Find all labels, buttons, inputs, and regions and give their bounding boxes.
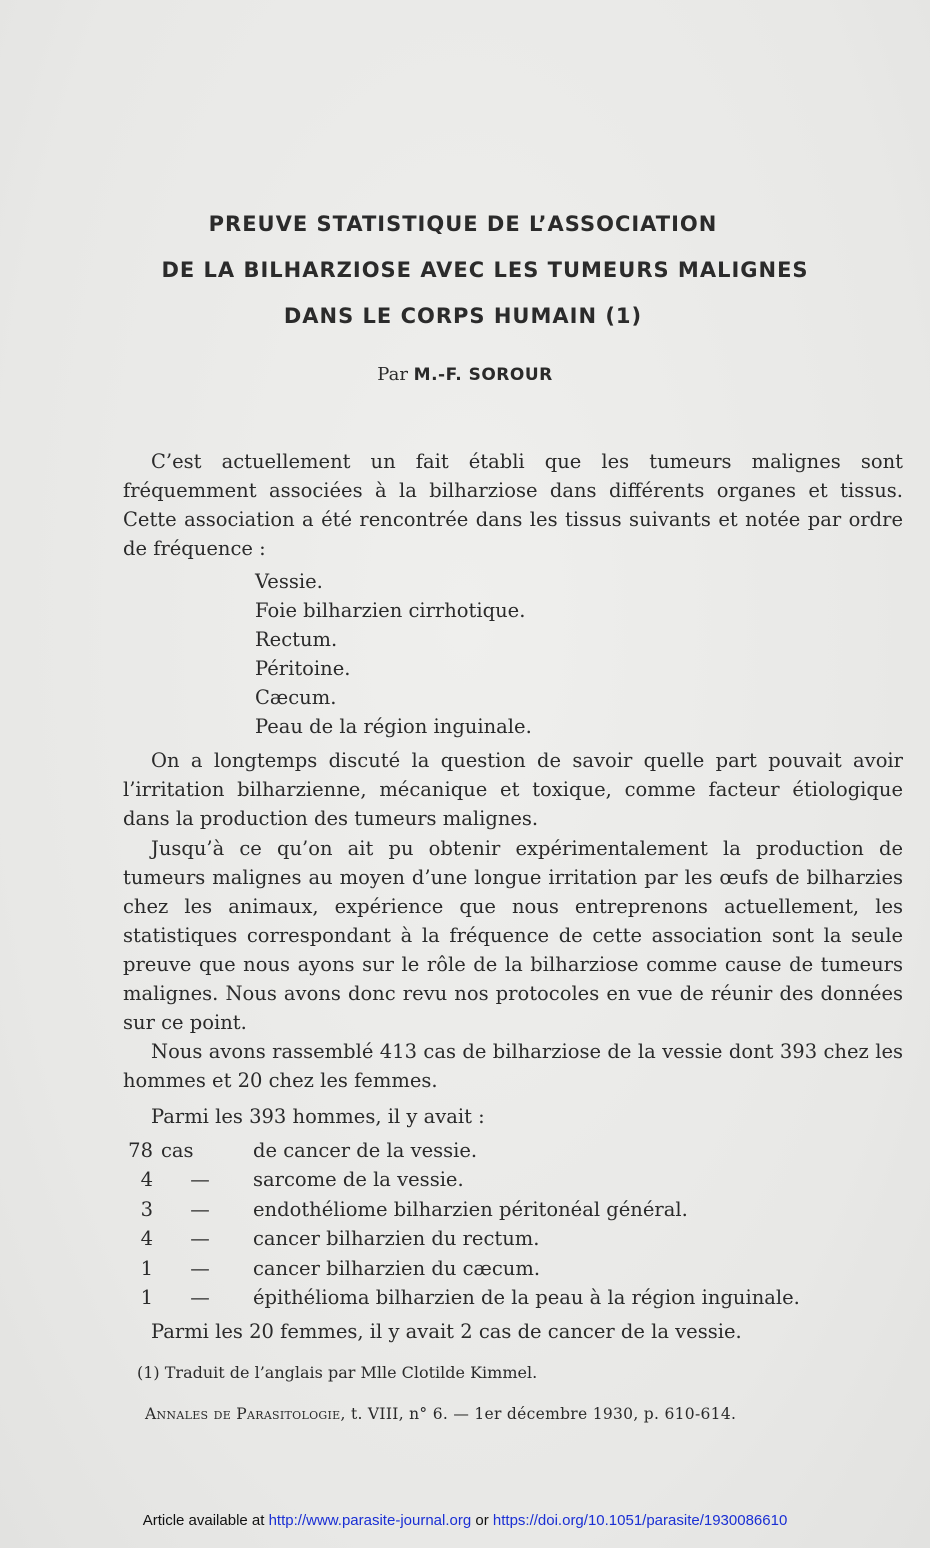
journal-citation	[145, 1405, 736, 1423]
paragraph-men-intro: Parmi les 393 hommes, il y avait :	[151, 1105, 485, 1128]
case-description: sarcome de la vessie.	[253, 1168, 464, 1192]
author-name: M.-F. SOROUR	[413, 365, 553, 385]
organ-item: Rectum.	[255, 628, 338, 651]
journal-details: t. VIII, n° 6. — 1er décembre 1930, p. 610-614.	[350, 1405, 737, 1423]
organ-item: Vessie.	[255, 570, 323, 593]
availability-banner	[0, 1512, 930, 1529]
case-count: 4	[140, 1168, 153, 1192]
title-line-2: DE LA BILHARZIOSE AVEC LES TUMEURS MALIGNES	[161, 258, 809, 282]
organ-item: Foie bilharzien cirrhotique.	[255, 599, 526, 622]
organ-item: Peau de la région inguinale.	[255, 715, 532, 738]
paragraph-cases-total: Nous avons rassemblé 413 cas de bilharziose de la vessie dont 393 chez les hommes et 20 chez les femmes.	[123, 1040, 903, 1092]
organ-item: Péritoine.	[255, 657, 351, 680]
paragraph-women: Parmi les 20 femmes, il y avait 2 cas de cancer de la vessie.	[151, 1320, 742, 1343]
case-count: 1	[140, 1285, 153, 1309]
case-description: cancer bilharzien du cæcum.	[253, 1256, 541, 1280]
paragraph-intro: C’est actuellement un fait établi que les tumeurs malignes sont fréquemment associées à la bilharziose dans différents organes et tissus. Cette association a été rencontrée dans les tissus suivants et notée par ordre de fréquence :	[123, 450, 903, 560]
case-description: endothéliome bilharzien péritonéal général.	[253, 1197, 688, 1221]
case-count: 78	[128, 1139, 153, 1162]
organ-item: Cæcum.	[255, 686, 337, 709]
banner-prefix: Article available at	[142, 1512, 265, 1529]
ditto-dash: —	[190, 1197, 210, 1221]
ditto-dash: —	[190, 1285, 210, 1309]
case-description: de cancer de la vessie.	[253, 1139, 478, 1162]
author-line	[0, 364, 930, 385]
banner-middle: or	[475, 1512, 489, 1529]
ditto-dash: —	[190, 1227, 210, 1251]
title-line-3: DANS LE CORPS HUMAIN (1)	[283, 304, 643, 328]
author-prefix: Par	[377, 364, 408, 385]
case-description: épithélioma bilharzien de la peau à la région inguinale.	[253, 1285, 800, 1309]
journal-link[interactable]: http://www.parasite-journal.org	[268, 1512, 472, 1529]
doi-link[interactable]: https://doi.org/10.1051/parasite/1930086610	[492, 1512, 788, 1529]
journal-name: Annales de Parasitologie,	[145, 1405, 346, 1423]
organ-list	[255, 567, 532, 741]
ditto-dash: —	[190, 1256, 210, 1280]
paragraph-etiology: On a longtemps discuté la question de savoir quelle part pouvait avoir l’irritation bilharzienne, mécanique et toxique, comme facteur étiologique dans la production des tumeurs malignes.	[123, 749, 903, 830]
paragraph-experiment: Jusqu’à ce qu’on ait pu obtenir expérimentalement la production de tumeurs malignes au moyen d’une longue irritation par les œufs de bilharzies chez les animaux, expérience que nous entreprenons actuellement, les statistiques correspondant à la fréquence de cette association sont la seule preuve que nous ayons sur le rôle de la bilharziose comme cause de tumeurs malignes. Nous avons donc revu nos protocoles en vue de réunir des données sur ce point.	[123, 837, 903, 1034]
case-description: cancer bilharzien du rectum.	[253, 1227, 540, 1251]
case-unit: cas	[161, 1139, 194, 1162]
ditto-dash: —	[190, 1168, 210, 1192]
footnote: (1) Traduit de l’anglais par Mlle Clotilde Kimmel.	[137, 1363, 538, 1382]
case-count: 1	[140, 1256, 153, 1280]
case-count: 4	[140, 1227, 153, 1251]
case-count: 3	[140, 1197, 153, 1221]
title-line-1: PREUVE STATISTIQUE DE L’ASSOCIATION	[208, 212, 718, 236]
